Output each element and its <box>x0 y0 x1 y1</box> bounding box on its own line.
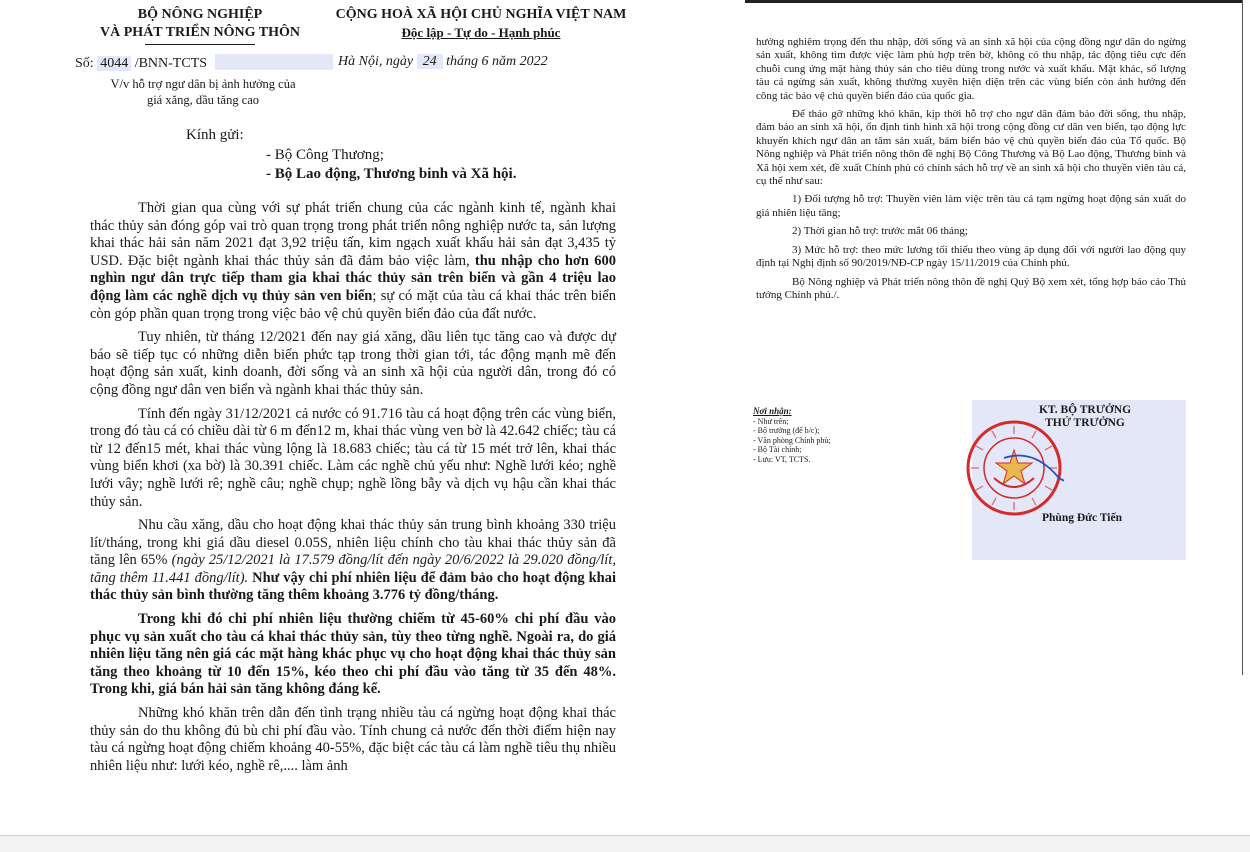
paragraph-1-emphasis: thu nhập cho hơn 600 nghìn ngư dân trực tiếp tham gia khai thác thủy sản trên biển và gần 4 triệu lao động làm các nghề dịch vụ thủy sản ven biển <box>90 252 616 304</box>
greeting: Kính gửi: <box>186 127 244 143</box>
signature-title-line-2: THỨ TRƯỞNG <box>1045 417 1125 429</box>
recipients-list <box>266 146 516 184</box>
official-seal-stamp <box>964 418 1064 518</box>
paragraph-4-italic: (ngày 25/12/2021 là 17.579 đồng/lít đến ngày 20/6/2022 là 29.020 đồng/lít, tăng thêm 11.441 đồng/lít). <box>90 552 616 586</box>
paragraph-4 <box>90 517 616 605</box>
paragraph-c5: 3) Mức hỗ trợ: theo mức lương tối thiểu theo vùng áp dụng đối với người lao động quy định tại Nghị định số 90/2019/NĐ-CP ngày 15/11/2019 của Chính phủ. <box>756 243 1186 270</box>
agency-line-1: BỘ NÔNG NGHIỆP <box>137 7 263 22</box>
agency-underline <box>145 44 255 45</box>
page-2-top-edge <box>745 0 1243 3</box>
paragraph-c4: 2) Thời gian hỗ trợ: trước mắt 06 tháng; <box>792 225 968 238</box>
distribution-item: - Bộ trưởng (để b/c); <box>753 426 820 435</box>
date-rest: tháng 6 năm 2022 <box>446 54 548 69</box>
letter-body-page-2 <box>756 36 1186 307</box>
country-name: CỘNG HOÀ XÃ HỘI CHỦ NGHĨA VIỆT NAM <box>335 7 627 22</box>
page-2-right-edge <box>1242 0 1243 675</box>
national-motto: Độc lập - Tự do - Hạnh phúc <box>401 25 561 40</box>
paragraph-3: Tính đến ngày 31/12/2021 cả nước có 91.716 tàu cá hoạt động trên các vùng biển, trong đó tàu cá có chiều dài từ 6 m đến12 m, khai thác vùng ven bờ là 42.642 chiếc; tàu cá từ 12 đến15 mét, khai thác vùng lộng là 18.683 chiếc; tàu cá từ 15 mét trở lên, khai thác vùng biển khơi (xa bờ) là 30.391 chiếc. Làm các nghề chủ yếu như: Nghề lưới kéo; nghề lưới vây; nghề lưới rê; nghề câu; nghề chụp; nghề lồng bẫy và dịch vụ hậu cần khai thác thủy sản. <box>90 405 616 510</box>
paragraph-4-text: Nhu cầu xăng, dầu cho hoạt động khai thác thủy sản trung bình khoảng 330 triệu lít/tháng, trong khi giá dầu diesel 0.05S, nhiên liệu chính cho tàu khai thác thủy sản đã tăng lên 65% <box>90 517 616 569</box>
distribution-title: Nơi nhận: <box>753 406 792 416</box>
paragraph-5: Trong khi đó chi phí nhiên liệu thường chiếm từ 45-60% chi phí đầu vào phục vụ sản xuất cho tàu cá khai thác thủy sản, tùy theo từng nghề. Ngoài ra, do giá nhiên liệu tăng nên giá các mặt hàng khác phục vụ cho hoạt động khai thác thủy sản tăng theo khoảng từ 10 đến 15%, kéo theo chi phí đầu vào tăng từ 35 đến 48%. Trong khi, giá bán hải sản tăng không đáng kể. <box>90 611 616 698</box>
distribution-list <box>753 407 953 464</box>
doc-number-value: 4044 <box>97 56 131 71</box>
letter-body-page-1 <box>90 200 616 781</box>
issuing-agency <box>75 6 325 45</box>
document-date <box>338 54 638 70</box>
date-day: 24 <box>417 54 443 69</box>
viewer-bottom-bar <box>0 835 1250 852</box>
paragraph-c3: 1) Đối tượng hỗ trợ: Thuyền viên làm việc trên tàu cá tạm ngừng hoạt động sản xuất do giá nhiên liệu tăng; <box>756 193 1186 219</box>
paragraph-2: Tuy nhiên, từ tháng 12/2021 đến nay giá xăng, dầu liên tục tăng cao và được dự báo sẽ tiếp tục có những diễn biến phức tạp trong thời gian tới, tác động mạnh mẽ đến hoạt động sản xuất, kinh doanh, đời sống và an sinh xã hội của người dân, trong đó có cộng đồng ngư dân ven biển và ngành khai thác thủy sản. <box>90 329 616 398</box>
date-place: Hà Nội, ngày <box>338 54 414 69</box>
distribution-item: - Như trên; <box>753 416 789 426</box>
distribution-item: - Bộ Tài chính; <box>753 445 802 454</box>
paragraph-c1: hưởng nghiêm trọng đến thu nhập, đời sống và an sinh xã hội của cộng đồng ngư dân do ngừng sản xuất, không tìm được việc làm phù hợp trên bờ, không có thu nhập, tác động tiêu cực đến chuỗi cung ứng mặt hàng thủy sản cho tiêu dùng trong nước và xuất khẩu. Mặt khác, số lượng tàu cá ngừng sản xuất, không thường xuyên hiện diện trên các vùng biển còn ảnh hưởng đến công tác bảo vệ chủ quyền biển đảo của quốc gia. <box>756 36 1186 102</box>
distribution-item: - Văn phòng Chính phủ; <box>753 435 831 445</box>
document-number <box>75 54 345 72</box>
national-header <box>322 6 640 42</box>
paragraph-c6: Bộ Nông nghiệp và Phát triển nông thôn đề nghị Quý Bộ xem xét, tổng hợp báo cáo Thủ tướng Chính phủ./. <box>756 275 1186 301</box>
subject-line-2: giá xăng, dầu tăng cao <box>146 93 260 107</box>
doc-number-highlight <box>215 54 333 70</box>
subject-line-1: V/v hỗ trợ ngư dân bị ảnh hưởng của <box>110 77 296 91</box>
paragraph-c2: Để tháo gỡ những khó khăn, kịp thời hỗ trợ cho ngư dân đảm bảo đời sống, thu nhập, đảm bảo an sinh xã hội, ổn định tình hình xã hội trong cộng đồng cư dân ven biển, tạo động lực khuyến khích ngư dân an tâm sản xuất, bám biển bảo vệ chủ quyền biển đảo của Tổ quốc. Bộ Nông nghiệp và Phát triển nông thôn đề nghị Bộ Công Thương và Bộ Lao động, Thương binh và Xã hội xem xét, đề xuất Chính phủ có chính sách hỗ trợ về an sinh xã hội cho thuyền viên tàu cá, cụ thể như sau: <box>756 108 1186 188</box>
recipient-1: - Bộ Công Thương; <box>266 147 384 163</box>
seal-wreath <box>994 478 1034 487</box>
paragraph-6: Những khó khăn trên dẫn đến tình trạng nhiều tàu cá ngừng hoạt động khai thác thủy sản do thu không đủ bù chi phí đầu vào. Tính chung cả nước đến thời điểm hiện nay tàu cá ngừng hoạt động chiếm khoảng 40-55%, đặc biệt các tàu cá làm nghề tiêu thụ nhiều nhiên liệu như: lưới kéo, nghề rê,.... làm ảnh <box>90 705 616 774</box>
signer-name: Phùng Đức Tiến <box>1042 512 1122 524</box>
doc-number-prefix: Số: <box>75 56 94 71</box>
distribution-item: - Lưu: VT, TCTS. <box>753 454 811 464</box>
doc-number-code: /BNN-TCTS <box>134 56 208 71</box>
paragraph-1 <box>90 200 616 323</box>
paragraph-1-tail: ; sự có mặt của tàu cá khai thác trên biển còn góp phần quan trọng trong việc bảo vệ chủ quyền biển đảo của đất nước. <box>90 287 616 322</box>
document-subject <box>88 76 318 108</box>
paragraph-1-text: Thời gian qua cùng với sự phát triển chung của các ngành kinh tế, ngành khai thác thủy sản đóng góp vai trò quan trọng trong phát triển nông nghiệp nước ta, sản lượng khai thác hải sản năm 2021 đạt 3,92 triệu tấn, kim ngạch xuất khẩu hải sản đạt 3,435 tỷ USD. Đặc biệt ngành khai thác thủy sản đã đảm bảo việc làm, <box>90 200 616 269</box>
signature-title-line-1: KT. BỘ TRƯỞNG <box>1038 404 1132 416</box>
recipient-2: - Bộ Lao động, Thương binh và Xã hội. <box>266 166 517 182</box>
agency-line-2: VÀ PHÁT TRIỂN NÔNG THÔN <box>100 25 300 40</box>
paragraph-4-emphasis: Như vậy chi phí nhiên liệu để đảm bảo cho hoạt động khai thác thủy sản bình thường tăng thêm khoảng 3.776 tỷ đồng/tháng. <box>90 569 616 604</box>
